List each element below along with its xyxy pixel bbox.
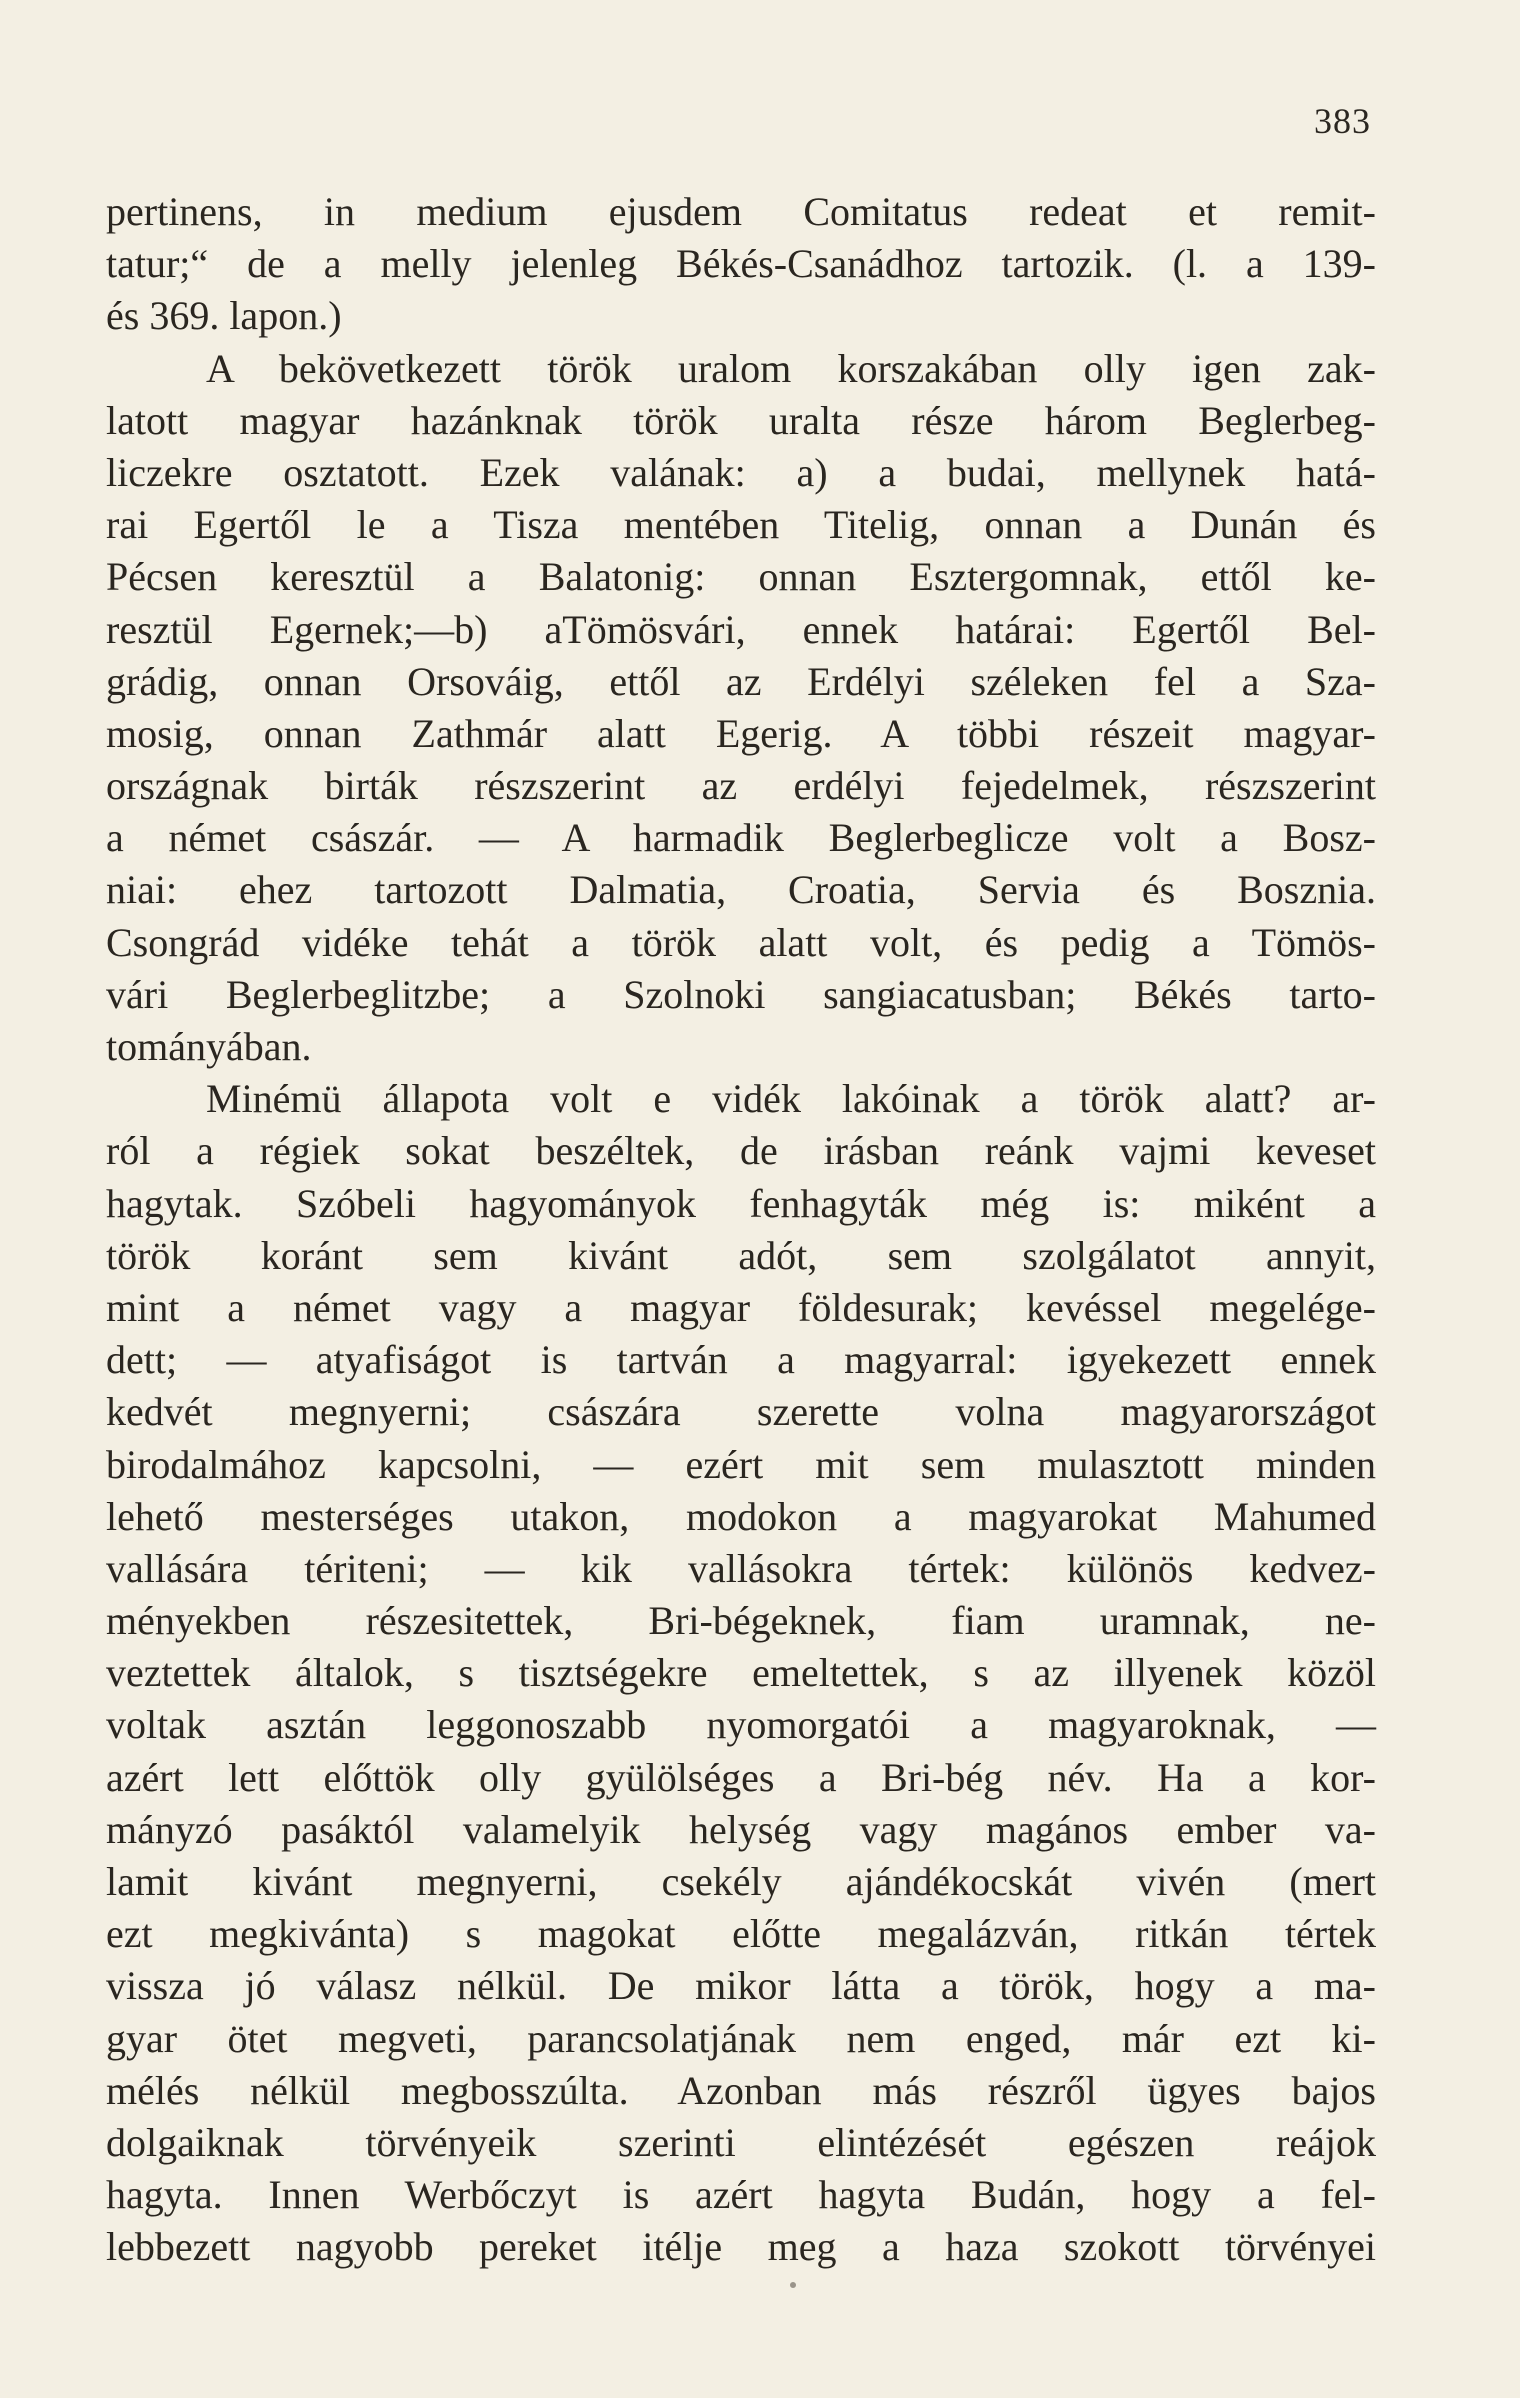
text-line: niai: ehez tartozott Dalmatia, Croatia, Servia és Bosznia. bbox=[106, 867, 1376, 913]
text-line: ról a régiek sokat beszéltek, de irásban reánk vajmi keveset bbox=[106, 1128, 1376, 1174]
text-line: resztül Egernek;—b) aTömösvári, ennek határai: Egertől Bel- bbox=[106, 606, 1376, 652]
text-line: tományában. bbox=[106, 1024, 312, 1069]
text-line: latott magyar hazánknak török uralta része három Beglerbeg- bbox=[106, 397, 1376, 443]
page-number: 383 bbox=[1314, 101, 1371, 141]
text-line: a német császár. — A harmadik Beglerbeglicze volt a Bosz- bbox=[106, 815, 1376, 861]
body-text bbox=[106, 186, 1376, 2274]
text-line: rai Egertől le a Tisza mentében Titelig, onnan a Dunán és bbox=[106, 502, 1376, 548]
text-line: lebbezett nagyobb pereket itélje meg a haza szokott törvényei bbox=[106, 2224, 1376, 2270]
text-line: liczekre osztatott. Ezek valának: a) a budai, mellynek hatá- bbox=[106, 449, 1376, 495]
text-line: vissza jó válasz nélkül. De mikor látta a török, hogy a ma- bbox=[106, 1963, 1376, 2009]
text-line: Csongrád vidéke tehát a török alatt volt, és pedig a Tömös- bbox=[106, 919, 1376, 965]
text-line: azért lett előttök olly gyülölséges a Bri-bég név. Ha a kor- bbox=[106, 1754, 1376, 1800]
text-line: pertinens, in medium ejusdem Comitatus redeat et remit- bbox=[106, 189, 1376, 234]
text-line: ezt megkivánta) s magokat előtte megalázván, ritkán tértek bbox=[106, 1911, 1376, 1957]
text-line: birodalmához kapcsolni, — ezért mit sem mulasztott minden bbox=[106, 1441, 1376, 1487]
text-line: ményekben részesitettek, Bri-bégeknek, fiam uramnak, ne- bbox=[106, 1598, 1376, 1644]
text-line: gyar ötet megveti, parancsolatjának nem enged, már ezt ki- bbox=[106, 2015, 1376, 2061]
text-line: kedvét megnyerni; császára szerette volna magyarországot bbox=[106, 1389, 1376, 1435]
text-line: A bekövetkezett török uralom korszakában olly igen zak- bbox=[206, 345, 1376, 391]
text-line: vári Beglerbeglitzbe; a Szolnoki sangiacatusban; Békés tarto- bbox=[106, 971, 1376, 1017]
text-line: dett; — atyafiságot is tartván a magyarral: igyekezett ennek bbox=[106, 1337, 1376, 1383]
text-line: mányzó pasáktól valamelyik helység vagy magános ember va- bbox=[106, 1806, 1376, 1852]
text-line: mosig, onnan Zathmár alatt Egerig. A többi részeit magyar- bbox=[106, 710, 1376, 756]
text-line: hagytak. Szóbeli hagyományok fenhagyták még is: miként a bbox=[106, 1180, 1376, 1226]
text-line: voltak asztán leggonoszabb nyomorgatói a magyaroknak, — bbox=[106, 1702, 1376, 1748]
text-line: országnak birták részszerint az erdélyi fejedelmek, részszerint bbox=[106, 763, 1376, 809]
text-line: grádig, onnan Orsováig, ettől az Erdélyi széleken fel a Sza- bbox=[106, 658, 1376, 704]
text-line: mélés nélkül megbosszúlta. Azonban más részről ügyes bajos bbox=[106, 2067, 1376, 2113]
text-line: lamit kivánt megnyerni, csekély ajándékocskát vivén (mert bbox=[106, 1859, 1376, 1904]
text-line: tatur;“ de a melly jelenleg Békés-Csanádhoz tartozik. (l. a 139- bbox=[106, 241, 1376, 287]
text-line: Pécsen keresztül a Balatonig: onnan Esztergomnak, ettől ke- bbox=[106, 554, 1376, 600]
text-line: hagyta. Innen Werbőczyt is azért hagyta Budán, hogy a fel- bbox=[106, 2172, 1376, 2218]
text-line: lehető mesterséges utakon, modokon a magyarokat Mahumed bbox=[106, 1493, 1376, 1539]
text-line: Minémü állapota volt e vidék lakóinak a török alatt? ar- bbox=[206, 1076, 1376, 1122]
text-line: dolgaiknak törvényeik szerinti elintézését egészen reájok bbox=[106, 2119, 1376, 2165]
text-line: és 369. lapon.) bbox=[106, 293, 342, 339]
text-line: veztettek általok, s tisztségekre emeltettek, s az illyenek közöl bbox=[106, 1650, 1376, 1696]
paper-speck bbox=[790, 2282, 796, 2288]
text-line: mint a német vagy a magyar földesurak; kevéssel megelége- bbox=[106, 1284, 1376, 1330]
text-line: vallására tériteni; — kik vallásokra tértek: különös kedvez- bbox=[106, 1545, 1376, 1591]
text-line: török koránt sem kivánt adót, sem szolgálatot annyit, bbox=[106, 1232, 1376, 1278]
